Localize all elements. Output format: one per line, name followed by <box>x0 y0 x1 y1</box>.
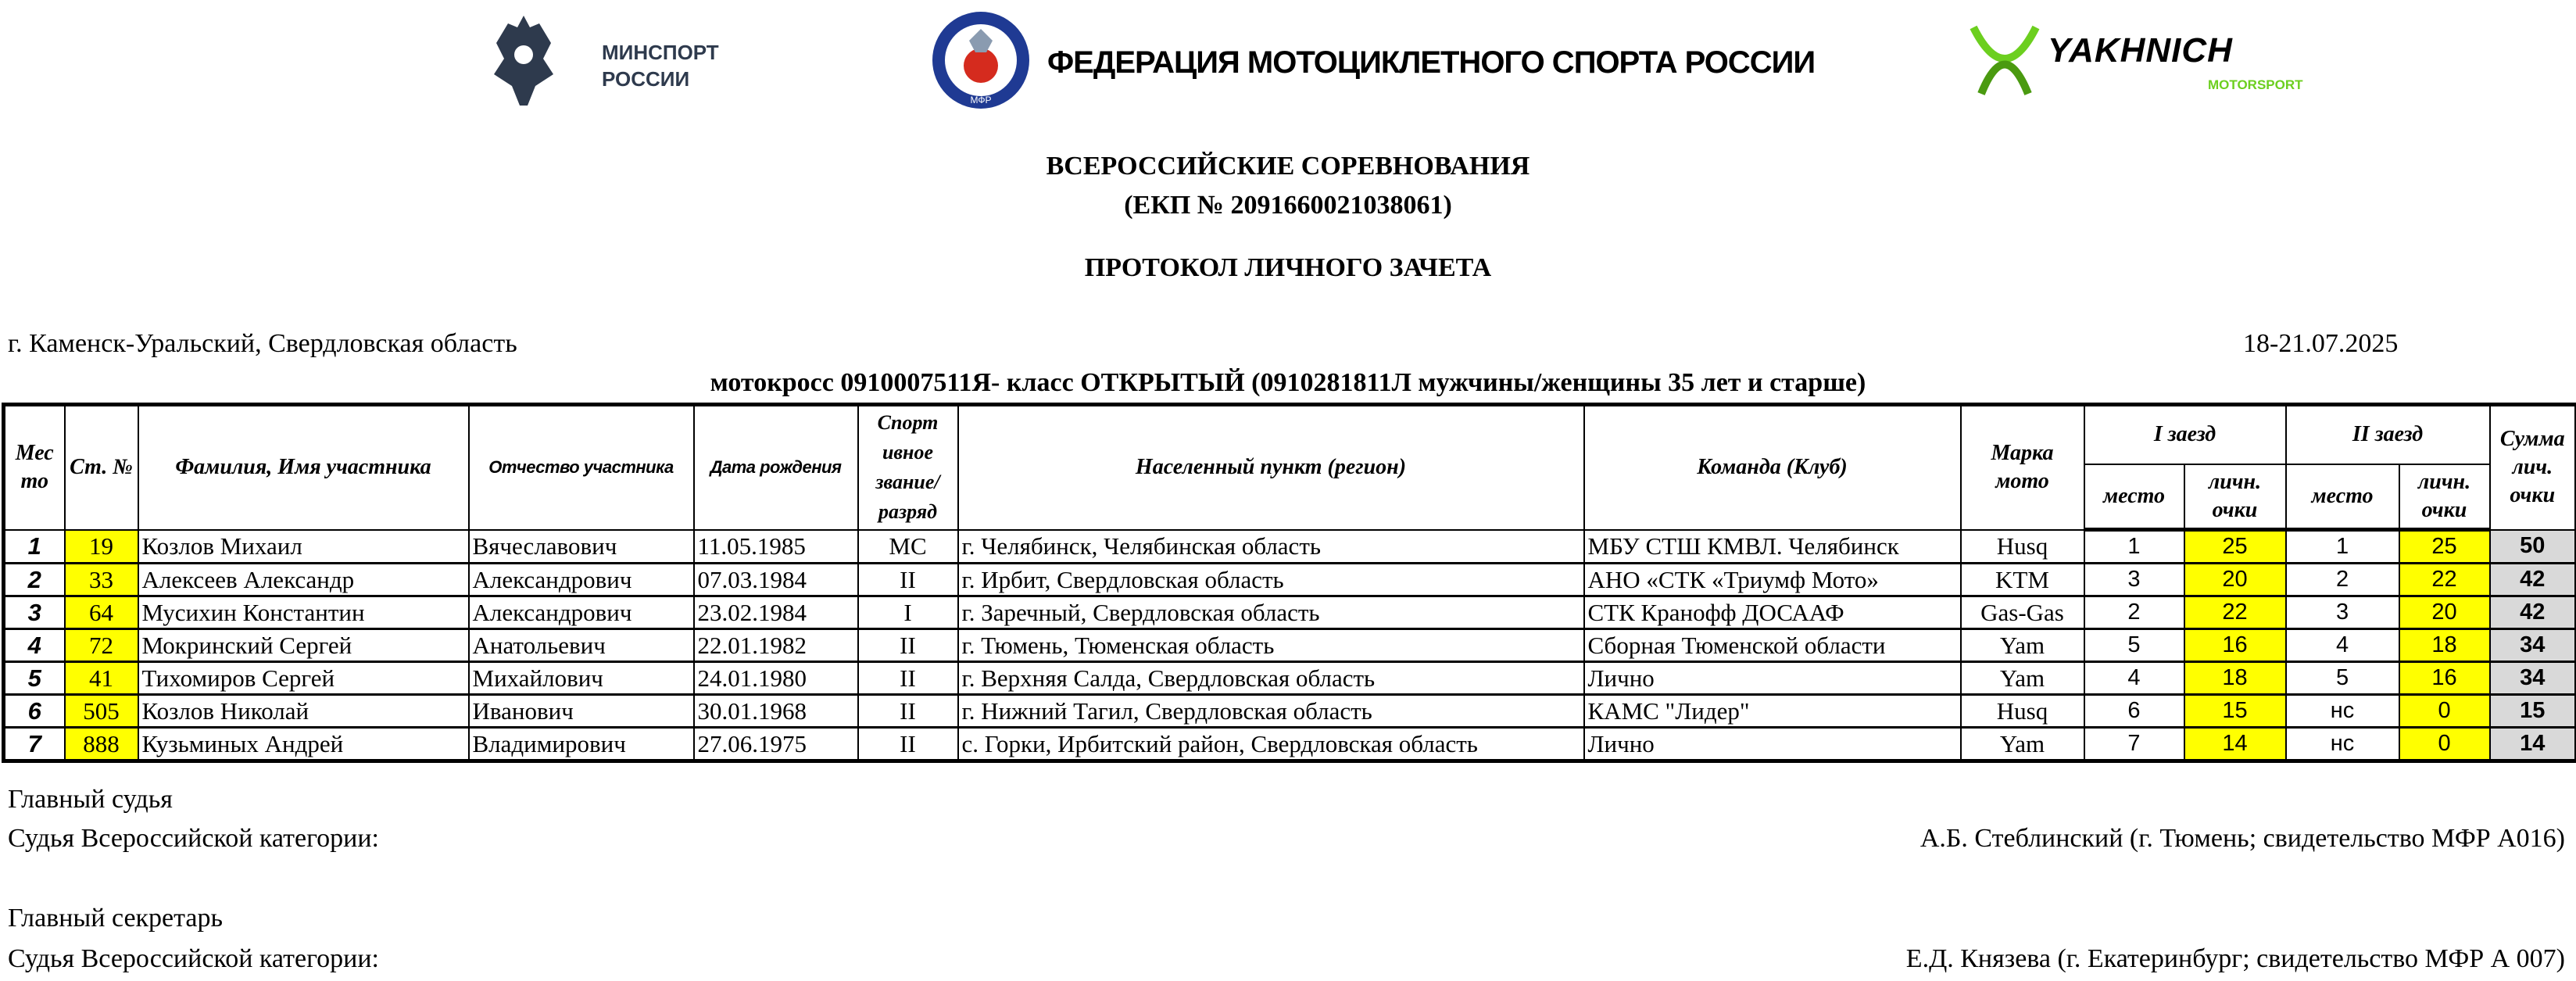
birth-date-cell: 11.05.1985 <box>694 530 858 564</box>
total-cell: 42 <box>2490 596 2576 629</box>
rank-cell: II <box>858 728 958 761</box>
birth-date-cell: 24.01.1980 <box>694 662 858 695</box>
class-line: мотокросс 0910007511Я- класс ОТКРЫТЫЙ (0910281811Л мужчины/женщины 35 лет и старше) <box>710 368 1866 397</box>
total-cell: 42 <box>2490 564 2576 596</box>
start-number-cell: 505 <box>65 695 138 728</box>
rank-cell: II <box>858 629 958 662</box>
table-row <box>4 596 2576 629</box>
place-cell: 7 <box>4 728 65 761</box>
city-cell: г. Верхняя Салда, Свердловская область <box>958 662 1584 695</box>
table-row <box>4 728 2576 761</box>
race2-points-cell: 25 <box>2399 530 2490 564</box>
patronymic-cell: Иванович <box>469 695 694 728</box>
team-cell: Лично <box>1584 728 1961 761</box>
col-number: Ст. № <box>65 405 138 530</box>
city-cell: г. Челябинск, Челябинская область <box>958 530 1584 564</box>
race1-place-cell: 1 <box>2084 530 2184 564</box>
race1-points-cell: 20 <box>2184 564 2286 596</box>
eagle-emblem-icon <box>492 12 555 109</box>
chief-secretary-category: Судья Всероссийской категории: <box>8 944 380 973</box>
name-cell: Мусихин Константин <box>138 596 469 629</box>
patronymic-cell: Вячеславович <box>469 530 694 564</box>
table-row <box>4 629 2576 662</box>
rank-cell: II <box>858 564 958 596</box>
col-race1: I заезд <box>2084 405 2286 464</box>
race2-points-cell: 18 <box>2399 629 2490 662</box>
competition-title: ВСЕРОССИЙСКИЕ СОРЕВНОВАНИЯ <box>1046 152 1530 181</box>
ekp-number: (ЕКП № 2091660021038061) <box>1124 191 1452 220</box>
table-row <box>4 564 2576 596</box>
race2-points-cell: 0 <box>2399 728 2490 761</box>
col-place: Мес то <box>4 405 65 530</box>
sponsor-name: YAKHNICH <box>2048 31 2233 70</box>
results-table <box>2 403 2576 763</box>
race1-points-cell: 18 <box>2184 662 2286 695</box>
city-cell: г. Заречный, Свердловская область <box>958 596 1584 629</box>
race2-place-cell: 3 <box>2286 596 2399 629</box>
chief-judge-name: А.Б. Стеблинский (г. Тюмень; свидетельство МФР А016) <box>1919 824 2565 853</box>
table-row <box>4 530 2576 564</box>
col-name: Фамилия, Имя участника <box>138 405 469 530</box>
mfr-emblem-icon <box>930 9 1032 111</box>
team-cell: АНО «СТК «Триумф Мото» <box>1584 564 1961 596</box>
name-cell: Алексеев Александр <box>138 564 469 596</box>
race1-points-cell: 15 <box>2184 695 2286 728</box>
team-cell: КАМС "Лидер" <box>1584 695 1961 728</box>
name-cell: Кузьминых Андрей <box>138 728 469 761</box>
race2-place-cell: 5 <box>2286 662 2399 695</box>
rank-cell: II <box>858 695 958 728</box>
patronymic-cell: Анатольевич <box>469 629 694 662</box>
city-cell: г. Тюмень, Тюменская область <box>958 629 1584 662</box>
patronymic-cell: Александрович <box>469 564 694 596</box>
place-cell: 1 <box>4 530 65 564</box>
place-cell: 6 <box>4 695 65 728</box>
start-number-cell: 888 <box>65 728 138 761</box>
birth-date-cell: 07.03.1984 <box>694 564 858 596</box>
moto-cell: Yam <box>1961 629 2084 662</box>
race1-place-cell: 2 <box>2084 596 2184 629</box>
moto-cell: Husq <box>1961 530 2084 564</box>
table-row <box>4 662 2576 695</box>
race1-points-cell: 16 <box>2184 629 2286 662</box>
race1-place-cell: 4 <box>2084 662 2184 695</box>
city-cell: г. Ирбит, Свердловская область <box>958 564 1584 596</box>
race1-place-cell: 7 <box>2084 728 2184 761</box>
col-total: Сумма лич. очки <box>2490 405 2576 530</box>
start-number-cell: 64 <box>65 596 138 629</box>
minsport-logo <box>492 12 758 109</box>
sponsor-emblem-icon <box>1966 20 2044 102</box>
col-city: Населенный пункт (регион) <box>958 405 1584 530</box>
team-cell: Сборная Тюменской области <box>1584 629 1961 662</box>
team-cell: Лично <box>1584 662 1961 695</box>
patronymic-cell: Михайлович <box>469 662 694 695</box>
moto-cell: Husq <box>1961 695 2084 728</box>
minsport-text: МИНСПОРТ РОССИИ <box>602 41 719 91</box>
birth-date-cell: 22.01.1982 <box>694 629 858 662</box>
name-cell: Мокринский Сергей <box>138 629 469 662</box>
federation-title: ФЕДЕРАЦИЯ МОТОЦИКЛЕТНОГО СПОРТА РОССИИ <box>1047 45 1816 80</box>
total-cell: 14 <box>2490 728 2576 761</box>
city-cell: с. Горки, Ирбитский район, Свердловская область <box>958 728 1584 761</box>
moto-cell: Yam <box>1961 662 2084 695</box>
col-race2-points: личн. очки <box>2399 464 2490 530</box>
start-number-cell: 41 <box>65 662 138 695</box>
col-patronymic: Отчество участника <box>469 405 694 530</box>
race1-place-cell: 3 <box>2084 564 2184 596</box>
race2-place-cell: 2 <box>2286 564 2399 596</box>
event-date: 18-21.07.2025 <box>2243 329 2399 358</box>
start-number-cell: 19 <box>65 530 138 564</box>
moto-cell: Yam <box>1961 728 2084 761</box>
patronymic-cell: Александрович <box>469 596 694 629</box>
race1-points-cell: 14 <box>2184 728 2286 761</box>
col-race1-points: личн. очки <box>2184 464 2286 530</box>
place-cell: 3 <box>4 596 65 629</box>
birth-date-cell: 27.06.1975 <box>694 728 858 761</box>
location: г. Каменск-Уральский, Свердловская область <box>8 329 517 358</box>
race1-points-cell: 25 <box>2184 530 2286 564</box>
col-moto: Марка мото <box>1961 405 2084 530</box>
moto-cell: Gas-Gas <box>1961 596 2084 629</box>
yakhnich-logo <box>1966 20 2309 106</box>
table-row <box>4 695 2576 728</box>
team-cell: МБУ СТШ КМВЛ. Челябинск <box>1584 530 1961 564</box>
race1-place-cell: 5 <box>2084 629 2184 662</box>
total-cell: 15 <box>2490 695 2576 728</box>
name-cell: Козлов Михаил <box>138 530 469 564</box>
race2-points-cell: 22 <box>2399 564 2490 596</box>
race2-place-cell: нс <box>2286 695 2399 728</box>
col-race2-place: место <box>2286 464 2399 530</box>
chief-secretary-title: Главный секретарь <box>8 904 224 933</box>
total-cell: 34 <box>2490 662 2576 695</box>
moto-cell: KTM <box>1961 564 2084 596</box>
name-cell: Козлов Николай <box>138 695 469 728</box>
svg-text:МФР: МФР <box>970 95 992 106</box>
birth-date-cell: 30.01.1968 <box>694 695 858 728</box>
col-team: Команда (Клуб) <box>1584 405 1961 530</box>
chief-secretary-name: Е.Д. Князева (г. Екатеринбург; свидетельство МФР А 007) <box>1905 944 2565 973</box>
race2-points-cell: 20 <box>2399 596 2490 629</box>
col-race1-place: место <box>2084 464 2184 530</box>
start-number-cell: 72 <box>65 629 138 662</box>
race2-place-cell: 1 <box>2286 530 2399 564</box>
chief-judge-title: Главный судья <box>8 785 173 814</box>
place-cell: 4 <box>4 629 65 662</box>
col-birth: Дата рождения <box>694 405 858 530</box>
race2-points-cell: 16 <box>2399 662 2490 695</box>
total-cell: 50 <box>2490 530 2576 564</box>
mfr-logo <box>930 9 1891 111</box>
team-cell: СТК Кранофф ДОСААФ <box>1584 596 1961 629</box>
birth-date-cell: 23.02.1984 <box>694 596 858 629</box>
patronymic-cell: Владимирович <box>469 728 694 761</box>
city-cell: г. Нижний Тагил, Свердловская область <box>958 695 1584 728</box>
name-cell: Тихомиров Сергей <box>138 662 469 695</box>
race2-place-cell: нс <box>2286 728 2399 761</box>
col-race2: II заезд <box>2286 405 2490 464</box>
chief-judge-category: Судья Всероссийской категории: <box>8 824 380 853</box>
race2-place-cell: 4 <box>2286 629 2399 662</box>
protocol-title: ПРОТОКОЛ ЛИЧНОГО ЗАЧЕТА <box>1084 253 1492 282</box>
sponsor-subtitle: MOTORSPORT <box>2208 77 2303 92</box>
rank-cell: II <box>858 662 958 695</box>
rank-cell: МС <box>858 530 958 564</box>
total-cell: 34 <box>2490 629 2576 662</box>
race1-place-cell: 6 <box>2084 695 2184 728</box>
rank-cell: I <box>858 596 958 629</box>
start-number-cell: 33 <box>65 564 138 596</box>
race1-points-cell: 22 <box>2184 596 2286 629</box>
place-cell: 2 <box>4 564 65 596</box>
place-cell: 5 <box>4 662 65 695</box>
race2-points-cell: 0 <box>2399 695 2490 728</box>
col-rank: Спорт ивное звание/ разряд <box>858 405 958 530</box>
